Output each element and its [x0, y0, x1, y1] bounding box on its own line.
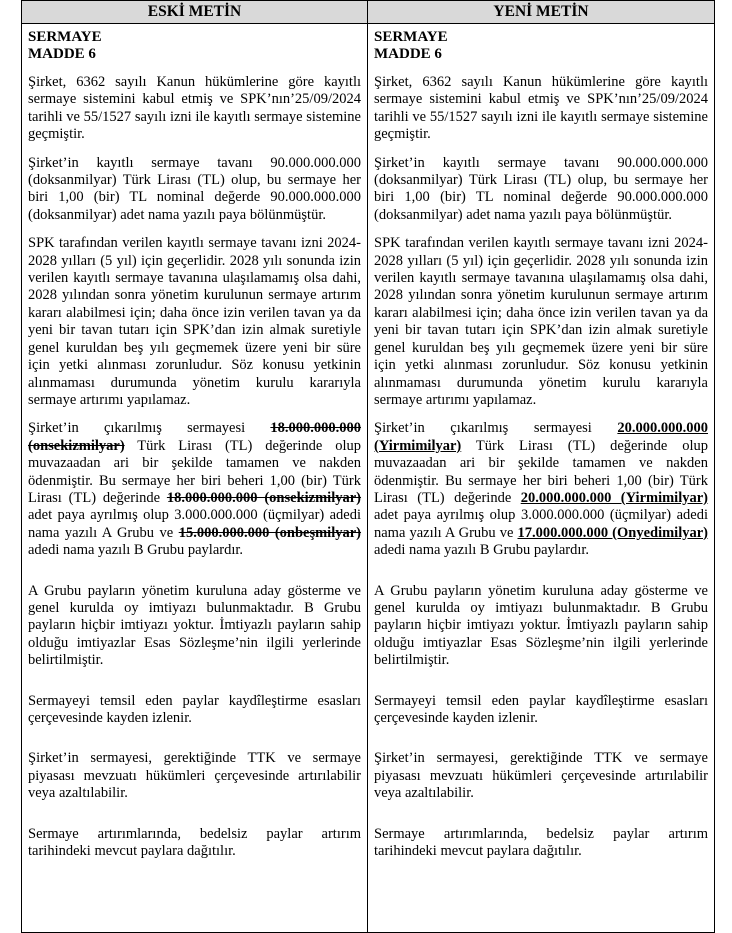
paragraph-capital-ceiling: Şirket’in kayıtlı sermaye tavanı 90.000.000.000 (doksanmilyar) Türk Lirası (TL) olup, bu sermaye her biri 1,00 (bir) TL nominal değerde 90.000.000.000 (doksanmilyar) adet nama yazılı paya bölünmüştür. — [28, 154, 361, 223]
header-new-text: YENİ METİN — [368, 1, 715, 24]
issued-capital-groups: adet paya ayrılmış olup 3.000.000.000 (üçmilyar) adedi nama yazılı A Grubu ve — [28, 507, 361, 541]
issued-capital-body: Türk Lirası (TL) değerinde olup muvazaadan ari bir şekilde tamamen ve nakden ödenmiştir. Bu sermaye her biri beheri 1,00 (bir) Türk Lirası (TL) değerinde — [374, 437, 708, 506]
header-old-text: ESKİ METİN — [22, 1, 368, 24]
paragraph-registered-system: Şirket, 6362 sayılı Kanun hükümlerine göre kayıtlı sermaye sistemini kabul etmiş ve SPK’nın’25/09/2024 tarihli ve 55/1527 sayılı izni ile kayıtlı sermaye sistemine geçmiştir. — [28, 74, 361, 143]
issued-capital-end: adedi nama yazılı B Grubu paylardır. — [28, 542, 244, 559]
paragraph-issued-capital — [374, 420, 708, 559]
article-number: MADDE 6 — [28, 46, 96, 62]
paragraph-registered-system: Şirket, 6362 sayılı Kanun hükümlerine göre kayıtlı sermaye sistemini kabul etmiş ve SPK’nın’25/09/2024 tarihli ve 55/1527 sayılı izni ile kayıtlı sermaye sistemine geçmiştir. — [374, 74, 708, 143]
issued-capital-groups: adet paya ayrılmış olup 3.000.000.000 (üçmilyar) adedi nama yazılı A Grubu ve — [374, 507, 708, 541]
paragraph-increase-decrease: Şirket’in sermayesi, gerektiğinde TTK ve sermaye piyasası mevzuatı hükümleri çerçevesinde artırılabilir veya azaltılabilir. — [374, 750, 708, 802]
comparison-table-wrapper — [21, 0, 714, 933]
issued-capital-intro: Şirket’in çıkarılmış sermayesi — [28, 420, 246, 437]
new-text-column — [368, 24, 715, 933]
paragraph-spk-permission: SPK tarafından verilen kayıtlı sermaye tavanı izni 2024-2028 yılları (5 yıl) için geçerlidir. 2028 yılı sonunda izin verilen kayıtlı sermaye tavanına ulaşılamamış olsa dahi, 2028 yılından sonra yönetim kurulunun sermaye artırım kararı alabilmesi için; daha önce izin verilen tavan ya da yeni bir tavan tutarı için SPK’dan izin almak suretiyle genel kuruldan beş yılı geçmemek üzere yeni bir süre için yetki alınması zorunludur. Söz konusu yetkinin alınmaması durumunda yönetim kurulu kararıyla sermaye artırımı yapılamaz. — [374, 235, 708, 408]
paragraph-registration: Sermayeyi temsil eden paylar kaydîleştirme esasları çerçevesinde kayden izlenir. — [28, 692, 361, 726]
article-title: SERMAYE — [374, 29, 448, 45]
issued-capital-intro: Şirket’in çıkarılmış sermayesi — [374, 420, 592, 437]
paragraph-bonus-shares: Sermaye artırımlarında, bedelsiz paylar artırım tarihindeki mevcut paylara dağıtılır. — [28, 825, 361, 860]
article-number: MADDE 6 — [374, 46, 442, 62]
content-row — [22, 24, 715, 933]
new-share-count: 20.000.000.000 (Yirmimilyar) — [520, 489, 709, 506]
paragraph-spk-permission: SPK tarafından verilen kayıtlı sermaye tavanı izni 2024-2028 yılları (5 yıl) için geçerlidir. 2028 yılı sonunda izin verilen kayıtlı sermaye tavanına ulaşılamamış olsa dahi, 2028 yılından sonra yönetim kurulunun sermaye artırım kararı alabilmesi için; daha önce izin verilen tavan ya da yeni bir tavan tutarı için SPK’dan izin almak suretiyle genel kuruldan beş yılı geçmemek üzere yeni bir süre için yetki alınması zorunludur. Söz konusu yetkinin alınmaması durumunda yönetim kurulu kararıyla sermaye artırımı yapılamaz. — [28, 235, 361, 408]
issued-capital-body: Türk Lirası (TL) değerinde olup muvazaadan ari bir şekilde tamamen ve nakden ödenmiştir. Bu sermaye her biri beheri 1,00 (bir) Türk Lirası (TL) değerinde — [28, 437, 361, 506]
paragraph-privileges: A Grubu payların yönetim kuruluna aday gösterme ve genel kurulda oy imtiyazı bulunmaktadır. B Grubu payların hiçbir imtiyazı yoktur. İmtiyazlı payların sahip olduğu imtiyazlar Esas Sözleşme’nin ilgili yerlerinde belirtilmiştir. — [374, 582, 708, 669]
new-issued-amount: 20.000.000.000 (Yirmimilyar) — [374, 420, 708, 454]
old-share-count: 18.000.000.000 (onsekizmilyar) — [166, 489, 362, 506]
old-text-column — [22, 24, 368, 933]
paragraph-increase-decrease: Şirket’in sermayesi, gerektiğinde TTK ve sermaye piyasası mevzuatı hükümleri çerçevesinde artırılabilir veya azaltılabilir. — [28, 750, 361, 802]
paragraph-issued-capital — [28, 420, 361, 559]
header-row — [22, 1, 715, 24]
paragraph-bonus-shares: Sermaye artırımlarında, bedelsiz paylar artırım tarihindeki mevcut paylara dağıtılır. — [374, 825, 708, 860]
issued-capital-end: adedi nama yazılı B Grubu paylardır. — [374, 542, 590, 559]
paragraph-capital-ceiling: Şirket’in kayıtlı sermaye tavanı 90.000.000.000 (doksanmilyar) Türk Lirası (TL) olup, bu sermaye her biri 1,00 (bir) TL nominal değerde 90.000.000.000 (doksanmilyar) adet nama yazılı paya bölünmüştür. — [374, 154, 708, 223]
old-issued-amount: 18.000.000.000 (onsekizmilyar) — [28, 420, 361, 454]
old-b-group-amount: 15.000.000.000 (onbeşmilyar) — [178, 524, 362, 541]
paragraph-privileges: A Grubu payların yönetim kuruluna aday gösterme ve genel kurulda oy imtiyazı bulunmaktadır. B Grubu payların hiçbir imtiyazı yoktur. İmtiyazlı payların sahip olduğu imtiyazlar Esas Sözleşme’nin ilgili yerlerinde belirtilmiştir. — [28, 582, 361, 669]
comparison-table — [21, 0, 715, 933]
paragraph-registration: Sermayeyi temsil eden paylar kaydîleştirme esasları çerçevesinde kayden izlenir. — [374, 692, 708, 726]
article-title: SERMAYE — [28, 29, 102, 45]
new-b-group-amount: 17.000.000.000 (Onyedimilyar) — [517, 524, 709, 541]
